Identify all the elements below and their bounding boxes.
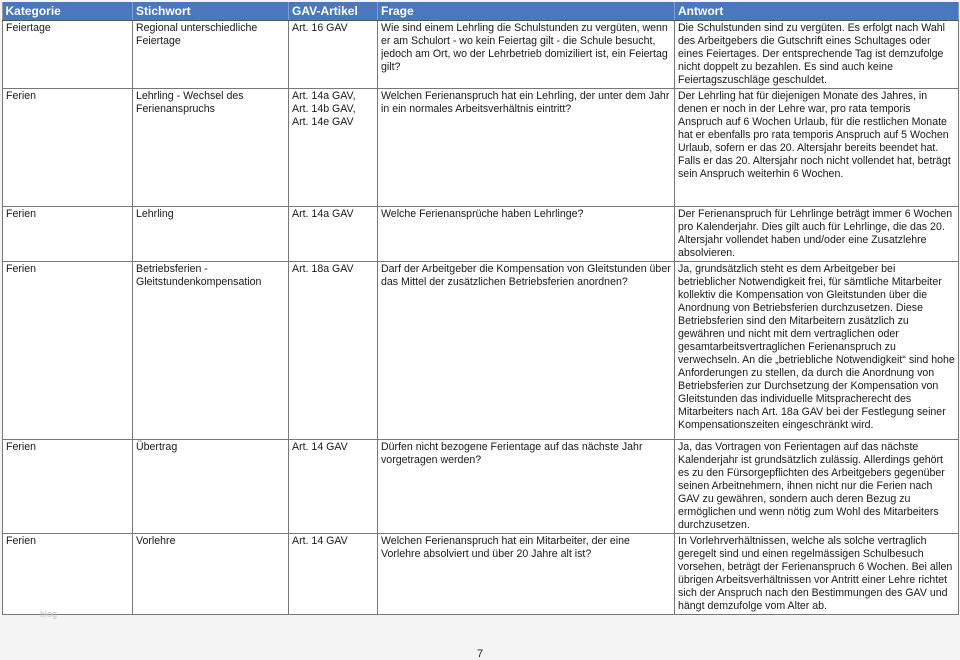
table-row: [3, 89, 959, 207]
cell-frage: Wie sind einem Lehrling die Schulstunden zu vergüten, wenn er am Schulort - wo kein Feiertag gilt - die Schule besucht, jedoch am Ort, wo der Lehrbetrieb domiziliert ist, ein Feiertag gilt?: [378, 21, 675, 89]
cell-antwort: Ja, grundsätzlich steht es dem Arbeitgeber bei betrieblicher Notwendigkeit frei, für sämtliche Mitarbeiter kollektiv die Kompensation von Gleitstunden über die Anordnung von Betriebsferien durchzusetzen. Diese Betriebsferien sind den Mitarbeitern zusätzlich zu gewähren und nicht mit dem vertraglichen oder gesamtarbeitsvertraglichen Ferienanspruch zu verwechseln. An die „betriebliche Notwendigkeit“ sind hohe Anforderungen zu stellen, da durch die Anordnung von Betriebsferien zur Durchsetzung der Kompensation von Gleitstunden das individuelle Mitspracherecht des Mitarbeiters nach Art. 18a GAV bei der Festlegung seiner Kompensationszeiten eingeschränkt wird.: [675, 262, 959, 440]
cell-kategorie: Ferien: [3, 89, 133, 207]
cell-frage: Welchen Ferienanspruch hat ein Mitarbeiter, der eine Vorlehre absolviert und über 20 Jahre alt ist?: [378, 534, 675, 615]
cell-antwort: Der Ferienanspruch für Lehrlinge beträgt immer 6 Wochen pro Kalenderjahr. Dies gilt auch für Lehrlinge, die das 20. Altersjahr vollendet haben und/oder eine Zusatzlehre absolvieren.: [675, 207, 959, 262]
table-header-row: [3, 2, 959, 21]
table-row: [3, 207, 959, 262]
cell-artikel: Art. 18a GAV: [289, 262, 378, 440]
header-frage: Frage: [378, 2, 675, 21]
page-number: 7: [476, 648, 484, 660]
cell-artikel: Art. 16 GAV: [289, 21, 378, 89]
watermark-text: blog: [40, 609, 58, 619]
cell-frage: Dürfen nicht bezogene Ferientage auf das nächste Jahr vorgetragen werden?: [378, 440, 675, 534]
cell-kategorie: Ferien: [3, 262, 133, 440]
cell-antwort: Der Lehrling hat für diejenigen Monate des Jahres, in denen er noch in der Lehre war, pro rata temporis Anspruch auf 6 Wochen Urlaub, für die restlichen Monate hat er ebenfalls pro rata temporis Anspruch auf 5 Wochen Urlaub, sofern er das 20. Altersjahr bereits beendet hat. Falls er das 20. Altersjahr noch nicht vollendet hat, beträgt sein Anspruch weiterhin 6 Wochen.: [675, 89, 959, 207]
cell-kategorie: Ferien: [3, 534, 133, 615]
faq-table: [2, 2, 959, 615]
table-row: [3, 534, 959, 615]
cell-kategorie: Feiertage: [3, 21, 133, 89]
cell-artikel: Art. 14 GAV: [289, 534, 378, 615]
cell-frage: Welchen Ferienanspruch hat ein Lehrling, der unter dem Jahr in ein normales Arbeitsverhältnis eintritt?: [378, 89, 675, 207]
table-row: [3, 440, 959, 534]
cell-stichwort: Lehrling - Wechsel des Ferienanspruchs: [133, 89, 289, 207]
cell-frage: Welche Ferienansprüche haben Lehrlinge?: [378, 207, 675, 262]
cell-stichwort: Vorlehre: [133, 534, 289, 615]
cell-antwort: Ja, das Vortragen von Ferientagen auf das nächste Kalenderjahr ist grundsätzlich zulässig. Allerdings gehört es zu den Fürsorgepflichten des Arbeitgebers gegenüber seinen Arbeitnehmern, ihnen nicht nur die Ferien nach GAV zu gewähren, sondern auch deren Bezug zu ermöglichen und wenn nötig zum Wohl des Mitarbeiters durchzusetzen.: [675, 440, 959, 534]
header-stichwort: Stichwort: [133, 2, 289, 21]
cell-antwort: In Vorlehrverhältnissen, welche als solche vertraglich geregelt sind und einen regelmässigen Schulbesuch vorsehen, beträgt der Ferienanspruch 6 Wochen. Bei allen übrigen Arbeitsverhältnissen vor Antritt einer Lehre richtet sich der Anspruch nach den Bestimmungen des GAV und hängt demzufolge vom Alter ab.: [675, 534, 959, 615]
header-antwort: Antwort: [675, 2, 959, 21]
cell-antwort: Die Schulstunden sind zu vergüten. Es erfolgt nach Wahl des Arbeitgebers die Gutschrift eines Schultages oder eines Feiertages. Der entsprechende Tag ist demzufolge nicht doppelt zu bezahlen. Es sind auch keine Feiertagszuschläge geschuldet.: [675, 21, 959, 89]
header-gav-artikel: GAV-Artikel: [289, 2, 378, 21]
cell-frage: Darf der Arbeitgeber die Kompensation von Gleitstunden über das Mittel der zusätzlichen Betriebsferien anordnen?: [378, 262, 675, 440]
header-kategorie: Kategorie: [3, 2, 133, 21]
cell-stichwort: Lehrling: [133, 207, 289, 262]
cell-stichwort: Übertrag: [133, 440, 289, 534]
cell-artikel: Art. 14a GAV: [289, 207, 378, 262]
cell-artikel: Art. 14a GAV, Art. 14b GAV, Art. 14e GAV: [289, 89, 378, 207]
cell-artikel: Art. 14 GAV: [289, 440, 378, 534]
cell-stichwort: Betriebsferien - Gleitstundenkompensation: [133, 262, 289, 440]
cell-stichwort: Regional unterschiedliche Feiertage: [133, 21, 289, 89]
table-row: [3, 262, 959, 440]
cell-kategorie: Ferien: [3, 207, 133, 262]
cell-kategorie: Ferien: [3, 440, 133, 534]
table-row: [3, 21, 959, 89]
